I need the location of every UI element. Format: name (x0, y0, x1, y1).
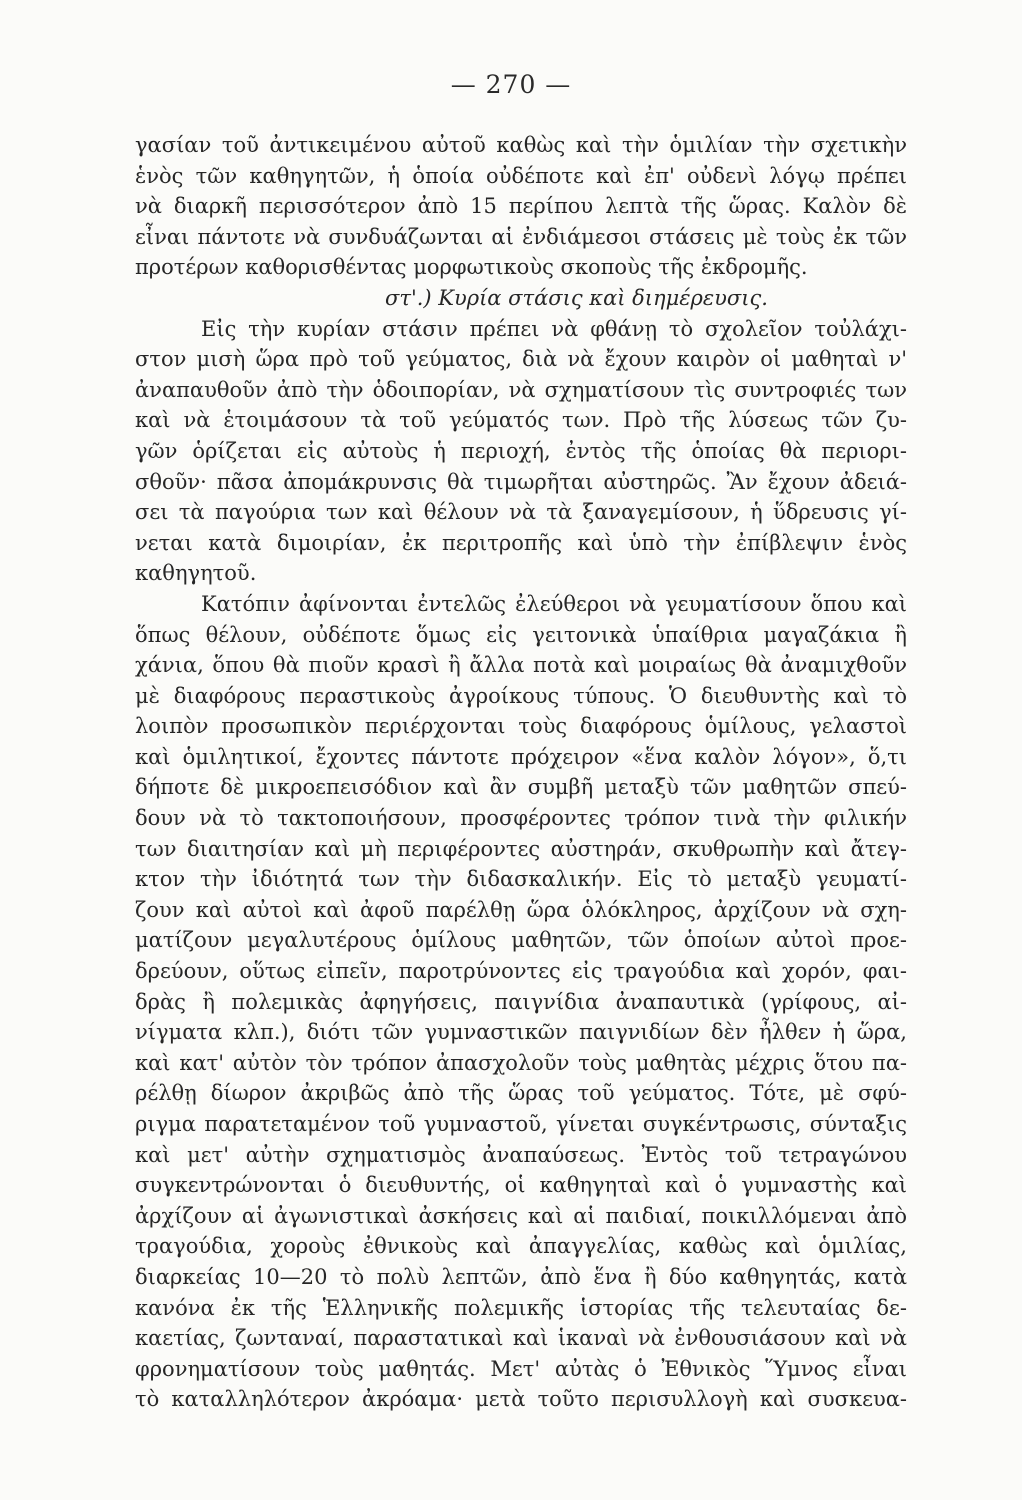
text-line: νίγματα κλπ.), διότι τῶν γυμναστικῶν παιγνιδίων δὲν ἦλθεν ἡ ὥρα, (135, 1020, 907, 1045)
text-line: λοιπὸν προσωπικὸν περιέρχονται τοὺς διαφόρους ὁμίλους, γελαστοὶ (135, 714, 907, 739)
text-line: καὶ ὁμιλητικοί, ἔχοντες πάντοτε πρόχειρον «ἕνα καλὸν λόγον», ὅ,τι (135, 744, 907, 769)
text-line: συγκεντρώνονται ὁ διευθυντής, οἱ καθηγηταὶ καὶ ὁ γυμναστὴς καὶ (135, 1173, 907, 1198)
text-line: Εἰς τὴν κυρίαν στάσιν πρέπει νὰ φθάνῃ τὸ σχολεῖον τοὐλάχι- (201, 316, 907, 341)
text-line: προτέρων καθορισθέντας μορφωτικοὺς σκοποὺς τῆς ἐκδρομῆς. (135, 255, 808, 280)
text-line: των διαιτησίαν καὶ μὴ περιφέροντες αὐστηράν, σκυθρωπὴν καὶ ἄτεγ- (135, 836, 907, 861)
text-line: καθηγητοῦ. (135, 561, 257, 586)
text-line: νεται κατὰ διμοιρίαν, ἐκ περιτροπῆς καὶ ὑπὸ τὴν ἐπίβλεψιν ἑνὸς (135, 530, 907, 555)
text-line: τὸ καταλληλότερον ἀκρόαμα· μετὰ τοῦτο περισυλλογὴ καὶ συσκευα- (135, 1387, 907, 1412)
text-line: δουν νὰ τὸ τακτοποιήσουν, προσφέροντες τρόπον τινὰ τὴν φιλικήν (135, 806, 907, 831)
text-line: σθοῦν· πᾶσα ἀπομάκρυνσις θὰ τιμωρῆται αὐστηρῶς. Ἂν ἔχουν ἀδειά- (135, 469, 907, 494)
text-line: δρὰς ἢ πολεμικὰς ἀφηγήσεις, παιγνίδια ἀναπαυτικὰ (γρίφους, αἰ- (135, 989, 907, 1014)
text-line: καὶ νὰ ἑτοιμάσουν τὰ τοῦ γεύματός των. Πρὸ τῆς λύσεως τῶν ζυ- (135, 408, 907, 433)
text-line: καὶ κατ' αὐτὸν τὸν τρόπον ἀπασχολοῦν τοὺς μαθητὰς μέχρις ὅτου πα- (135, 1050, 907, 1075)
text-line: ζουν καὶ αὐτοὶ καὶ ἀφοῦ παρέλθῃ ὥρα ὁλόκληρος, ἀρχίζουν νὰ σχη- (135, 897, 907, 922)
text-line: μὲ διαφόρους περαστικοὺς ἀγροίκους τύπους. Ὁ διευθυντὴς καὶ τὸ (135, 683, 907, 708)
text-line: κτον τὴν ἰδιότητά των τὴν διδασκαλικήν. Εἰς τὸ μεταξὺ γευματί- (135, 867, 907, 892)
text-line: ἀρχίζουν αἱ ἀγωνιστικαὶ ἀσκήσεις καὶ αἱ παιδιαί, ποικιλλόμεναι ἀπὸ (135, 1203, 907, 1228)
text-line: ὅπως θέλουν, οὐδέποτε ὅμως εἰς γειτονικὰ ὑπαίθρια μαγαζάκια ἢ (135, 622, 907, 647)
body-text (135, 130, 907, 1415)
text-line: τραγούδια, χοροὺς ἐθνικοὺς καὶ ἀπαγγελίας, καθὼς καὶ ὁμιλίας, (135, 1234, 907, 1259)
text-line: γῶν ὁρίζεται εἰς αὐτοὺς ἡ περιοχή, ἐντὸς τῆς ὁποίας θὰ περιορι- (135, 438, 907, 463)
text-line: εἶναι πάντοτε νὰ συνδυάζωνται αἱ ἐνδιάμεσοι στάσεις μὲ τοὺς ἐκ τῶν (135, 224, 907, 249)
text-line: ἑνὸς τῶν καθηγητῶν, ἡ ὁποία οὐδέποτε καὶ ἐπ' οὐδενὶ λόγῳ πρέπει (135, 163, 907, 188)
text-line: στον μισὴ ὥρα πρὸ τοῦ γεύματος, διὰ νὰ ἔχουν καιρὸν οἱ μαθηταὶ ν' (135, 347, 907, 372)
paragraph-1 (135, 130, 907, 283)
text-line: καετίας, ζωνταναί, παραστατικαὶ καὶ ἱκαναὶ νὰ ἐνθουσιάσουν καὶ νὰ (135, 1326, 907, 1351)
text-line: Κατόπιν ἀφίνονται ἐντελῶς ἐλεύθεροι νὰ γευματίσουν ὅπου καὶ (201, 591, 907, 616)
paragraph-2 (135, 314, 907, 589)
text-line: διαρκείας 10—20 τὸ πολὺ λεπτῶν, ἀπὸ ἕνα ἢ δύο καθηγητάς, κατὰ (135, 1264, 907, 1289)
paragraph-3 (135, 589, 907, 1415)
text-line: γασίαν τοῦ ἀντικειμένου αὐτοῦ καθὼς καὶ τὴν ὁμιλίαν τὴν σχετικὴν (135, 133, 907, 157)
text-line: κανόνα ἐκ τῆς Ἑλληνικῆς πολεμικῆς ἱστορίας τῆς τελευταίας δε- (135, 1295, 907, 1320)
text-line: χάνια, ὅπου θὰ πιοῦν κρασὶ ἢ ἄλλα ποτὰ καὶ μοιραίως θὰ ἀναμιχθοῦν (135, 653, 907, 678)
page-number: — 270 — (450, 70, 572, 99)
text-line: ματίζουν μεγαλυτέρους ὁμίλους μαθητῶν, τῶν ὁποίων αὐτοὶ προε- (135, 928, 907, 953)
text-line: φρονηματίσουν τοὺς μαθητάς. Μετ' αὐτὰς ὁ Ἐθνικὸς Ὕμνος εἶναι (135, 1356, 907, 1381)
text-line: ρέλθῃ δίωρον ἀκριβῶς ἀπὸ τῆς ὥρας τοῦ γεύματος. Τότε, μὲ σφύ- (135, 1081, 907, 1106)
text-line: καὶ μετ' αὐτὴν σχηματισμὸς ἀναπαύσεως. Ἐντὸς τοῦ τετραγώνου (135, 1142, 907, 1167)
text-line: νὰ διαρκῆ περισσότερον ἀπὸ 15 περίπου λεπτὰ τῆς ὥρας. Καλὸν δὲ (135, 194, 907, 219)
text-line: ἀναπαυθοῦν ἀπὸ τὴν ὁδοιπορίαν, νὰ σχηματίσουν τὶς συντροφιές των (135, 377, 907, 402)
text-line: ριγμα παρατεταμένον τοῦ γυμναστοῦ, γίνεται συγκέντρωσις, σύνταξις (135, 1112, 907, 1136)
text-line: δρεύουν, οὕτως εἰπεῖν, παροτρύνοντες εἰς τραγούδια καὶ χορόν, φαι- (135, 959, 907, 984)
text-line: δήποτε δὲ μικροεπεισόδιον καὶ ἂν συμβῆ μεταξὺ τῶν μαθητῶν σπεύ- (135, 775, 907, 800)
section-heading: στ'.) Κυρία στάσις καὶ διημέρευσις. (385, 285, 768, 310)
text-line: σει τὰ παγούρια των καὶ θέλουν νὰ τὰ ξαναγεμίσουν, ἡ ὕδρευσις γί- (135, 500, 907, 525)
